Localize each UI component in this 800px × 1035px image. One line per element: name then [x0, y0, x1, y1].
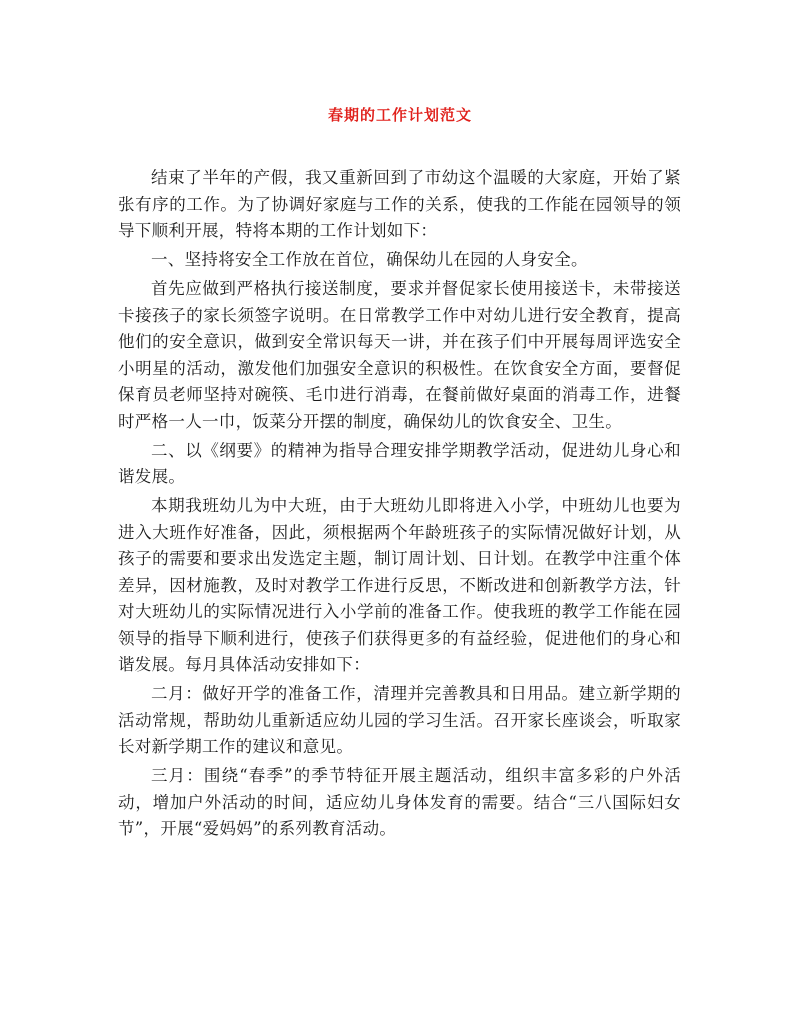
paragraph-intro: 结束了半年的产假，我又重新回到了市幼这个温暖的大家庭，开始了紧张有序的工作。为了协调好家庭与工作的关系，使我的工作能在园领导的领导下顺利开展，特将本期的工作计划如下： — [118, 168, 681, 240]
paragraph-march: 三月：围绕“春季”的季节特征开展主题活动，组织丰富多彩的户外活动，增加户外活动的时间，适应幼儿身体发育的需要。结合“三八国际妇女节”，开展“爱妈妈”的系列教育活动。 — [118, 766, 681, 838]
paragraph-february: 二月：做好开学的准备工作，清理并完善教具和日用品。建立新学期的活动常规，帮助幼儿重新适应幼儿园的学习生活。召开家长座谈会，听取家长对新学期工作的建议和意见。 — [118, 684, 681, 756]
document-body — [118, 165, 681, 845]
paragraph-section-2-heading: 二、以《纲要》的精神为指导合理安排学期教学活动，促进幼儿身心和谐发展。 — [118, 440, 681, 486]
paragraph-safety-details: 首先应做到严格执行接送制度，要求并督促家长使用接送卡，未带接送卡接孩子的家长须签字说明。在日常教学工作中对幼儿进行安全教育，提高他们的安全意识，做到安全常识每天一讲，并在孩子们中开展每周评选安全小明星的活动，激发他们加强安全意识的积极性。在饮食安全方面，要督促保育员老师坚持对碗筷、毛巾进行消毒，在餐前做好桌面的消毒工作，进餐时严格一人一巾，饭菜分开摆的制度，确保幼儿的饮食安全、卫生。 — [118, 279, 681, 431]
paragraph-section-1-heading: 一、坚持将安全工作放在首位，确保幼儿在园的人身安全。 — [151, 250, 588, 269]
document-title: 春期的工作计划范文 — [327, 106, 472, 124]
paragraph-teaching-plan: 本期我班幼儿为中大班，由于大班幼儿即将进入小学，中班幼儿也要为进入大班作好准备，因此，须根据两个年龄班孩子的实际情况做好计划，从孩子的需要和要求出发选定主题，制订周计划、日计划。在教学中注重个体差异，因材施教，及时对教学工作进行反思，不断改进和创新教学方法，针对大班幼儿的实际情况进行入小学前的准备工作。使我班的教学工作能在园领导的指导下顺利进行，使孩子们获得更多的有益经验，促进他们的身心和谐发展。每月具体活动安排如下： — [118, 496, 681, 674]
